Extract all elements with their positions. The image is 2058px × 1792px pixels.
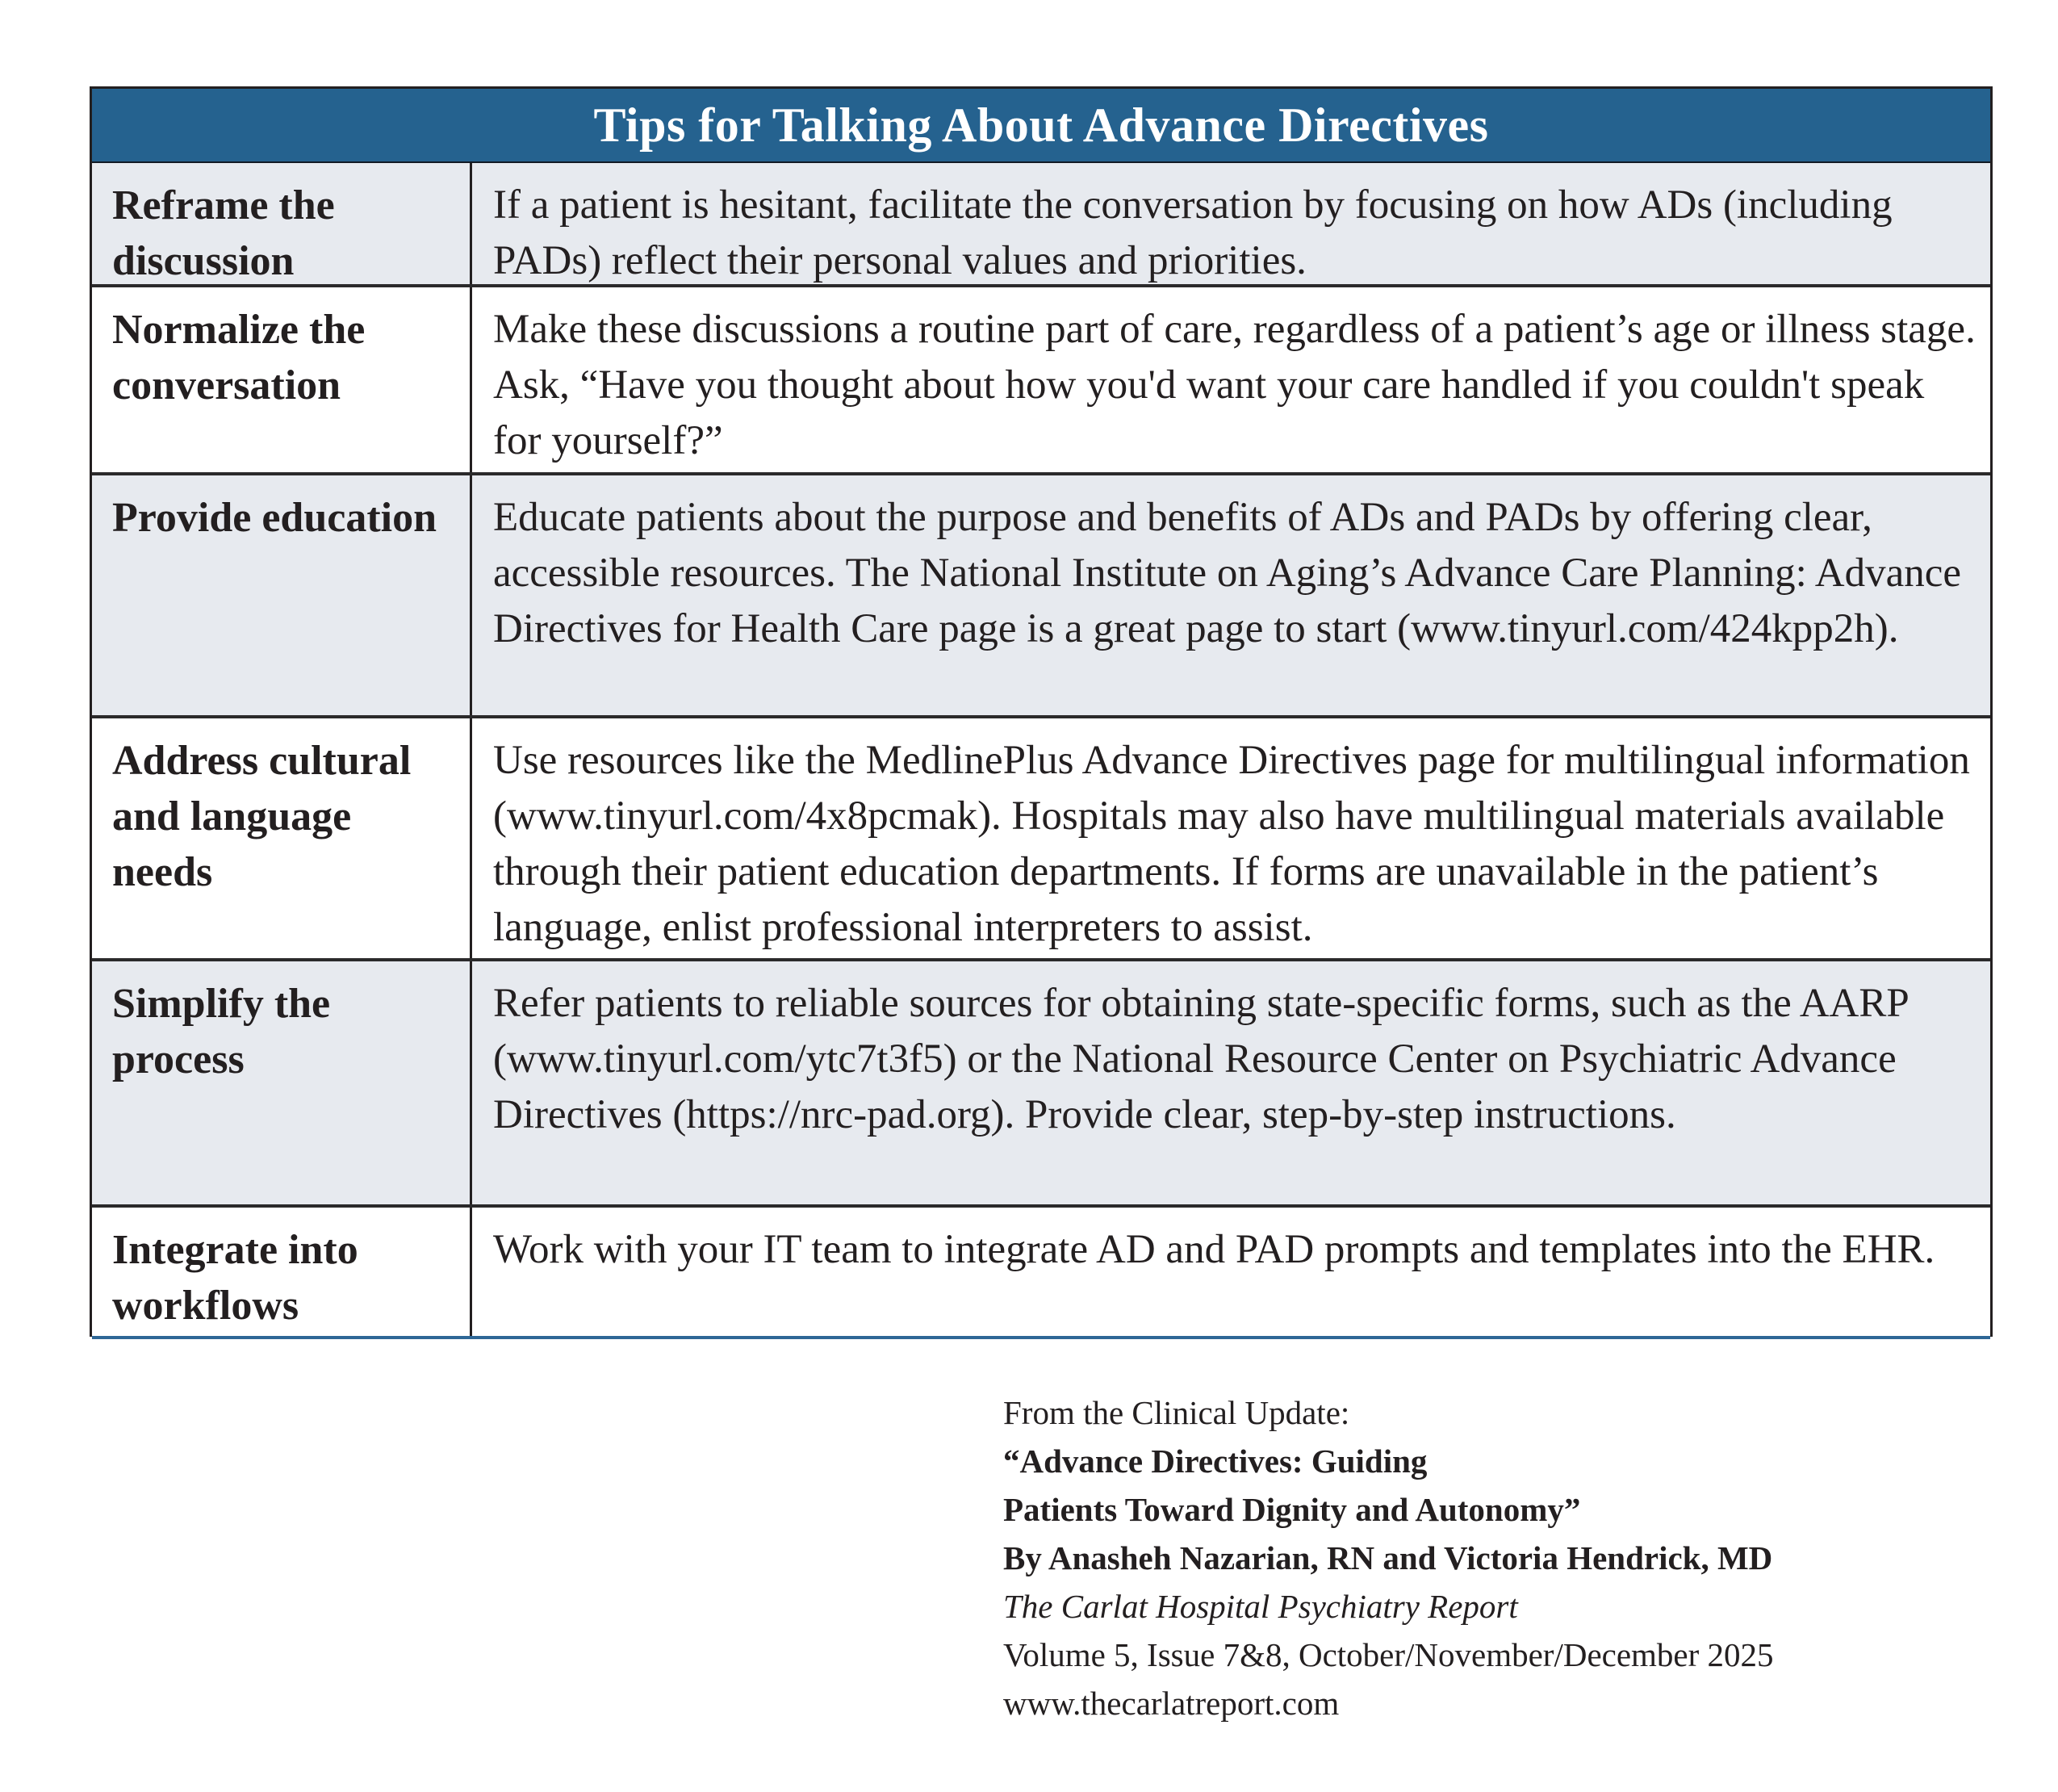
article-title-line-1: “Advance Directives: Guiding bbox=[1003, 1442, 1428, 1480]
row-label: Provide education bbox=[92, 475, 472, 715]
authors: By Anasheh Nazarian, RN and Victoria Hendrick, MD bbox=[1003, 1539, 1773, 1576]
row-label: Normalize the conversation bbox=[92, 287, 472, 472]
row-label: Integrate into workflows bbox=[92, 1208, 472, 1336]
publication-name: The Carlat Hospital Psychiatry Report bbox=[1003, 1588, 1518, 1625]
table-row bbox=[92, 163, 1990, 287]
table-title: Tips for Talking About Advance Directives bbox=[593, 98, 1489, 152]
row-label: Reframe the discussion bbox=[92, 163, 472, 284]
table-row bbox=[92, 287, 1990, 475]
row-label: Simplify the process bbox=[92, 961, 472, 1204]
source-line: From the Clinical Update: bbox=[1003, 1394, 1350, 1431]
row-text: Educate patients about the purpose and benefits of ADs and PADs by offering clear, accessible resources. The National Institute on Aging’s Advance Care Planning: Advance Directives for Health Care page is a great page to start (www.tinyurl.com/424kpp2h). bbox=[493, 495, 1961, 651]
row-text: Make these discussions a routine part of care, regardless of a patient’s age or illness stage. Ask, “Have you thought about how you'd want your care handled if you couldn't speak for yourself?” bbox=[493, 307, 1976, 463]
table-row bbox=[92, 961, 1990, 1208]
website[interactable]: www.thecarlatreport.com bbox=[1003, 1685, 1340, 1722]
row-text: Use resources like the MedlinePlus Advance Directives page for multilingual information (www.tinyurl.com/4x8pcmak). Hospitals may also have multilingual materials available through their patient education departments. If forms are unavailable in the patient’s language, enlist professional interpreters to assist. bbox=[493, 738, 1970, 950]
issue-info: Volume 5, Issue 7&8, October/November/December 2025 bbox=[1003, 1636, 1774, 1673]
table-header bbox=[92, 89, 1990, 165]
source-citation bbox=[1003, 1388, 2004, 1727]
row-text: Work with your IT team to integrate AD and PAD prompts and templates into the EHR. bbox=[493, 1227, 1935, 1272]
table-row bbox=[92, 475, 1990, 718]
article-title-line-2: Patients Toward Dignity and Autonomy” bbox=[1003, 1491, 1581, 1528]
row-text: Refer patients to reliable sources for obtaining state-specific forms, such as the AARP (www.tinyurl.com/ytc7t3f5) or the National Resource Center on Psychiatric Advance Directives (https://nrc-pad.org). Provide clear, step-by-step instructions. bbox=[493, 981, 1908, 1137]
table-row bbox=[92, 718, 1990, 961]
row-label: Address cultural and language needs bbox=[92, 718, 472, 958]
table-row bbox=[92, 1208, 1990, 1339]
tips-table bbox=[90, 86, 1993, 1337]
row-text: If a patient is hesitant, facilitate the conversation by focusing on how ADs (including PADs) reflect their personal values and priorities. bbox=[493, 182, 1893, 283]
